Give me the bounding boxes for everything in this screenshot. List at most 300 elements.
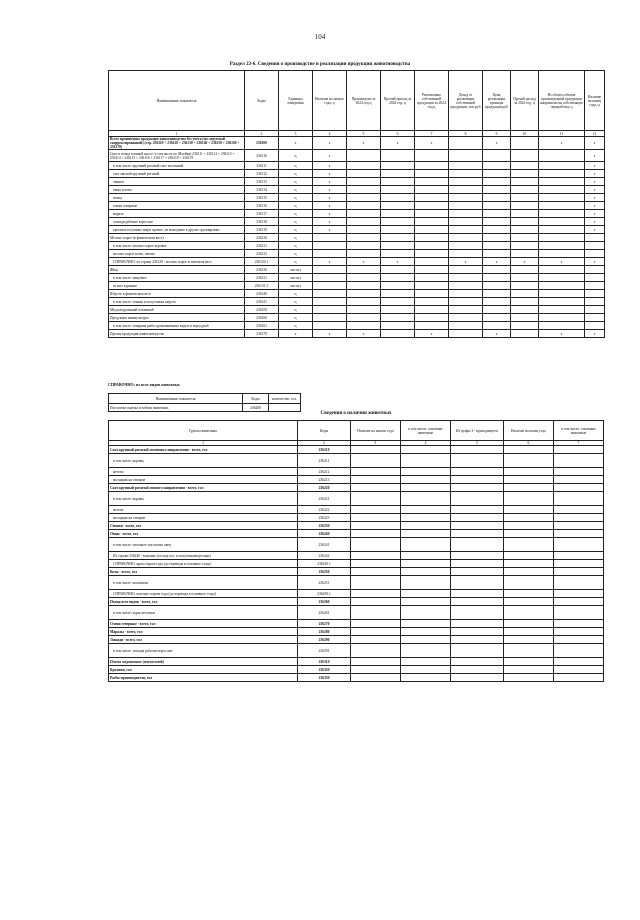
data-cell: х bbox=[347, 330, 381, 338]
data-cell: х bbox=[415, 137, 449, 150]
data-cell: х bbox=[585, 137, 605, 150]
data-cell bbox=[539, 250, 585, 258]
row-code: 236240 bbox=[298, 530, 351, 538]
data-cell bbox=[381, 210, 415, 218]
data-cell bbox=[511, 194, 539, 202]
data-cell bbox=[415, 250, 449, 258]
data-cell bbox=[350, 552, 400, 560]
data-cell bbox=[483, 234, 511, 242]
data-cell bbox=[503, 454, 553, 468]
row-label: Рыбы-производители, гол bbox=[109, 674, 298, 682]
data-cell: х bbox=[313, 170, 347, 178]
data-cell bbox=[449, 150, 483, 162]
data-cell bbox=[511, 282, 539, 290]
data-cell bbox=[350, 538, 400, 552]
data-cell bbox=[483, 186, 511, 194]
row-code: 236160 bbox=[245, 314, 279, 322]
column-number: 2 bbox=[298, 441, 351, 446]
row-label: Овцы - всего, гол bbox=[109, 530, 298, 538]
data-cell bbox=[415, 322, 449, 330]
table-row bbox=[109, 218, 605, 226]
data-cell bbox=[313, 234, 347, 242]
row-code: 236115 bbox=[245, 194, 279, 202]
data-cell: х bbox=[347, 258, 381, 266]
column-header: Наименование показателя bbox=[109, 394, 243, 404]
data-cell: х bbox=[483, 258, 511, 266]
data-cell bbox=[415, 226, 449, 234]
data-cell bbox=[381, 250, 415, 258]
data-cell bbox=[451, 552, 504, 560]
section-title-2: Сведения о наличии животных bbox=[320, 411, 392, 416]
column-number: 10 bbox=[511, 131, 539, 137]
table-row bbox=[109, 446, 604, 454]
data-cell bbox=[553, 552, 603, 560]
data-cell bbox=[511, 314, 539, 322]
row-unit: ц bbox=[279, 210, 313, 218]
data-cell bbox=[400, 568, 450, 576]
row-label: Скот крупный рогатый мясного направления - всего, гол bbox=[109, 484, 298, 492]
data-cell bbox=[503, 560, 553, 568]
row-code: 236270 bbox=[298, 620, 351, 628]
row-unit: ц bbox=[279, 170, 313, 178]
data-cell bbox=[483, 306, 511, 314]
row-code: 236161 bbox=[245, 322, 279, 330]
data-cell bbox=[585, 234, 605, 242]
table-row bbox=[109, 250, 605, 258]
data-cell bbox=[313, 282, 347, 290]
data-cell bbox=[449, 274, 483, 282]
data-cell bbox=[347, 186, 381, 194]
data-cell bbox=[503, 658, 553, 666]
data-cell bbox=[539, 226, 585, 234]
data-cell bbox=[539, 150, 585, 162]
data-cell: х bbox=[585, 186, 605, 194]
data-cell bbox=[539, 266, 585, 274]
row-code: 236230 bbox=[298, 522, 351, 530]
data-cell bbox=[400, 476, 450, 484]
column-header: Единицы измерения bbox=[279, 71, 313, 131]
column-header: Коды bbox=[245, 71, 279, 131]
data-cell bbox=[350, 568, 400, 576]
table-row bbox=[109, 282, 605, 290]
row-code: 236260 bbox=[298, 598, 351, 606]
column-number: 7 bbox=[553, 441, 603, 446]
table-row bbox=[109, 492, 604, 506]
data-cell bbox=[483, 266, 511, 274]
data-cell bbox=[449, 242, 483, 250]
data-cell bbox=[350, 468, 400, 476]
data-cell bbox=[539, 202, 585, 210]
data-cell bbox=[347, 218, 381, 226]
row-code: 236230.1 bbox=[298, 560, 351, 568]
data-cell: х bbox=[483, 137, 511, 150]
data-cell bbox=[539, 274, 585, 282]
row-code: 236119 bbox=[245, 226, 279, 234]
row-label: в том числе: лошади рабочие взрослые bbox=[109, 644, 298, 658]
data-cell bbox=[511, 330, 539, 338]
data-cell bbox=[381, 226, 415, 234]
row-unit: ц bbox=[279, 250, 313, 258]
column-header: Наличие на начало года, ц bbox=[313, 71, 347, 131]
data-cell bbox=[553, 446, 603, 454]
data-cell bbox=[449, 194, 483, 202]
data-cell bbox=[415, 150, 449, 162]
data-cell bbox=[347, 210, 381, 218]
row-unit: ц bbox=[279, 150, 313, 162]
data-cell bbox=[400, 552, 450, 560]
data-cell bbox=[350, 658, 400, 666]
row-code: 236330 bbox=[298, 674, 351, 682]
data-cell bbox=[539, 322, 585, 330]
data-cell bbox=[451, 674, 504, 682]
data-cell bbox=[503, 568, 553, 576]
data-cell bbox=[347, 242, 381, 250]
data-cell: х bbox=[313, 258, 347, 266]
table-row bbox=[109, 568, 604, 576]
row-code: 236250 bbox=[298, 568, 351, 576]
data-cell bbox=[483, 282, 511, 290]
row-code: 236251 bbox=[298, 576, 351, 590]
row-label: скот мясной крупный рогатый bbox=[109, 170, 245, 178]
data-cell bbox=[511, 137, 539, 150]
data-cell bbox=[483, 202, 511, 210]
row-code: 236222 bbox=[298, 506, 351, 514]
row-label: в том числе: крупный рогатый скот молочный bbox=[109, 162, 245, 170]
row-label: молоко сырое козье, овечье bbox=[109, 250, 245, 258]
data-cell bbox=[381, 322, 415, 330]
data-cell bbox=[350, 446, 400, 454]
data-cell bbox=[503, 552, 553, 560]
table-row bbox=[109, 234, 605, 242]
column-number: 2 bbox=[245, 131, 279, 137]
table-header-row bbox=[109, 71, 605, 131]
table-row bbox=[109, 606, 604, 620]
data-cell bbox=[381, 242, 415, 250]
column-number: 1 bbox=[109, 131, 245, 137]
table-row bbox=[109, 454, 604, 468]
data-cell bbox=[585, 314, 605, 322]
data-cell bbox=[381, 194, 415, 202]
data-cell bbox=[503, 522, 553, 530]
data-cell bbox=[347, 290, 381, 298]
data-cell bbox=[553, 666, 603, 674]
data-cell bbox=[381, 150, 415, 162]
data-cell bbox=[415, 210, 449, 218]
column-number: 1 bbox=[109, 441, 298, 446]
data-cell: х bbox=[585, 210, 605, 218]
data-cell bbox=[503, 538, 553, 552]
table-row bbox=[109, 137, 605, 150]
data-cell bbox=[400, 576, 450, 590]
data-cell bbox=[451, 576, 504, 590]
data-cell bbox=[539, 290, 585, 298]
data-cell: х bbox=[585, 218, 605, 226]
row-unit: ц bbox=[279, 218, 313, 226]
data-cell bbox=[451, 628, 504, 636]
table-row bbox=[109, 506, 604, 514]
data-cell bbox=[553, 522, 603, 530]
data-cell: х bbox=[449, 258, 483, 266]
data-cell bbox=[400, 538, 450, 552]
data-cell bbox=[449, 314, 483, 322]
row-unit: х bbox=[279, 137, 313, 150]
livestock-table bbox=[108, 420, 604, 682]
column-number: 9 bbox=[483, 131, 511, 137]
data-cell bbox=[381, 330, 415, 338]
data-cell bbox=[415, 170, 449, 178]
data-cell bbox=[400, 484, 450, 492]
data-cell bbox=[449, 218, 483, 226]
column-header: Из общего объема произведенной продукции направлено на собственную переработку ц bbox=[539, 71, 585, 131]
column-header: количество, гол. bbox=[269, 394, 301, 404]
data-cell bbox=[350, 530, 400, 538]
data-cell bbox=[539, 314, 585, 322]
data-cell bbox=[415, 274, 449, 282]
column-header: Произведено за 2024 год ц bbox=[347, 71, 381, 131]
data-cell bbox=[539, 218, 585, 226]
data-cell bbox=[350, 644, 400, 658]
table-row bbox=[109, 194, 605, 202]
data-cell: х bbox=[585, 162, 605, 170]
data-cell: х bbox=[585, 150, 605, 162]
data-cell bbox=[451, 666, 504, 674]
data-cell bbox=[511, 322, 539, 330]
data-cell bbox=[511, 266, 539, 274]
data-cell bbox=[451, 598, 504, 606]
data-cell bbox=[313, 298, 347, 306]
data-cell bbox=[451, 644, 504, 658]
data-cell bbox=[451, 590, 504, 598]
data-cell bbox=[451, 530, 504, 538]
table-row bbox=[109, 258, 605, 266]
data-cell bbox=[415, 258, 449, 266]
column-header: в том числе: основные животные bbox=[553, 421, 603, 441]
data-cell bbox=[400, 514, 450, 522]
data-cell bbox=[553, 636, 603, 644]
data-cell bbox=[347, 170, 381, 178]
data-cell bbox=[483, 150, 511, 162]
row-label: Кролики, гол bbox=[109, 666, 298, 674]
data-cell bbox=[483, 322, 511, 330]
data-cell bbox=[503, 620, 553, 628]
data-cell bbox=[553, 620, 603, 628]
data-cell bbox=[553, 628, 603, 636]
data-cell: х bbox=[585, 202, 605, 210]
data-cell: х bbox=[313, 162, 347, 170]
data-cell bbox=[400, 446, 450, 454]
data-cell bbox=[553, 560, 603, 568]
table-row bbox=[109, 530, 604, 538]
row-unit: ц bbox=[279, 186, 313, 194]
row-label: Молоко сырое (в физическом весе) bbox=[109, 234, 245, 242]
column-header: Коды bbox=[243, 394, 269, 404]
data-cell bbox=[503, 666, 553, 674]
data-cell bbox=[585, 282, 605, 290]
row-code: 236120 bbox=[245, 234, 279, 242]
data-cell bbox=[350, 674, 400, 682]
data-cell bbox=[381, 202, 415, 210]
data-cell bbox=[483, 162, 511, 170]
table-row bbox=[109, 178, 605, 186]
data-cell bbox=[553, 590, 603, 598]
table-row bbox=[109, 476, 604, 484]
data-cell bbox=[483, 314, 511, 322]
data-cell: х bbox=[415, 330, 449, 338]
row-label: в том числе: пищевые bbox=[109, 274, 245, 282]
data-cell bbox=[451, 514, 504, 522]
data-cell bbox=[350, 560, 400, 568]
data-cell bbox=[585, 298, 605, 306]
section-title: Раздел 23-6. Сведения о производстве и реализации продукции животноводства bbox=[229, 62, 411, 67]
row-code: 236250.1 bbox=[298, 590, 351, 598]
data-cell bbox=[381, 274, 415, 282]
data-cell: х bbox=[585, 178, 605, 186]
data-cell bbox=[347, 298, 381, 306]
data-cell bbox=[347, 194, 381, 202]
row-code: 236223 bbox=[298, 514, 351, 522]
column-header: Прочий приход за 2024 год, ц bbox=[381, 71, 415, 131]
data-cell bbox=[511, 170, 539, 178]
row-code: 236118 bbox=[245, 218, 279, 226]
row-label: овцы и козы bbox=[109, 186, 245, 194]
column-header: Наличие на конец года, ц bbox=[585, 71, 605, 131]
data-cell bbox=[483, 170, 511, 178]
data-cell bbox=[313, 250, 347, 258]
data-cell bbox=[451, 468, 504, 476]
table-header-row bbox=[109, 421, 604, 441]
data-cell bbox=[553, 644, 603, 658]
data-cell bbox=[449, 202, 483, 210]
column-number: 12 bbox=[585, 131, 605, 137]
data-cell bbox=[553, 530, 603, 538]
data-cell bbox=[415, 218, 449, 226]
data-cell bbox=[539, 194, 585, 202]
data-cell bbox=[449, 266, 483, 274]
row-label: свиньи bbox=[109, 178, 245, 186]
data-cell: х bbox=[539, 330, 585, 338]
table-row bbox=[109, 522, 604, 530]
data-cell bbox=[415, 178, 449, 186]
data-cell bbox=[449, 290, 483, 298]
data-cell bbox=[451, 636, 504, 644]
data-cell bbox=[347, 250, 381, 258]
data-cell bbox=[415, 162, 449, 170]
table-row bbox=[109, 560, 604, 568]
data-cell bbox=[503, 514, 553, 522]
data-cell bbox=[400, 674, 450, 682]
data-cell: х bbox=[313, 226, 347, 234]
data-cell bbox=[350, 636, 400, 644]
column-header: Наименование показателя bbox=[109, 71, 245, 131]
row-label: СПРАВОЧНО: из строки 236120 - молоко сырое в зачетном весе bbox=[109, 258, 245, 266]
row-code: 236140 bbox=[245, 290, 279, 298]
production-table bbox=[108, 70, 605, 338]
table-row bbox=[109, 674, 604, 682]
row-label: лошади рабочие взрослые bbox=[109, 218, 245, 226]
column-header: Из графы 3 - приходящееся bbox=[451, 421, 504, 441]
row-code: 236100 bbox=[245, 137, 279, 150]
data-cell bbox=[449, 186, 483, 194]
data-cell bbox=[511, 202, 539, 210]
data-cell bbox=[511, 234, 539, 242]
data-cell bbox=[483, 290, 511, 298]
table-row bbox=[109, 468, 604, 476]
data-cell: х bbox=[585, 330, 605, 338]
data-cell bbox=[381, 162, 415, 170]
table-header-row bbox=[109, 394, 301, 404]
row-code: 236200 bbox=[243, 404, 269, 412]
data-cell bbox=[451, 492, 504, 506]
row-label: Лошади - всего, гол bbox=[109, 636, 298, 644]
data-cell bbox=[451, 454, 504, 468]
data-cell bbox=[415, 306, 449, 314]
data-cell bbox=[347, 322, 381, 330]
data-cell bbox=[350, 590, 400, 598]
data-cell bbox=[400, 620, 450, 628]
data-cell bbox=[400, 560, 450, 568]
row-label: молодняк на откорме bbox=[109, 476, 298, 484]
row-code: 236212 bbox=[298, 468, 351, 476]
data-cell bbox=[415, 202, 449, 210]
data-cell bbox=[381, 282, 415, 290]
data-cell bbox=[381, 234, 415, 242]
row-label: в том числе: маточное поголовье овец bbox=[109, 538, 298, 552]
row-label: в том числе: коровы bbox=[109, 492, 298, 506]
row-unit: ц bbox=[279, 234, 313, 242]
data-cell bbox=[449, 234, 483, 242]
data-cell bbox=[381, 178, 415, 186]
table-row bbox=[109, 314, 605, 322]
data-cell bbox=[400, 590, 450, 598]
row-unit: ц bbox=[279, 298, 313, 306]
data-cell bbox=[553, 492, 603, 506]
table-row bbox=[109, 170, 605, 178]
column-header: Наличие на начало года bbox=[350, 421, 400, 441]
table-row bbox=[109, 514, 604, 522]
data-cell bbox=[585, 250, 605, 258]
row-code: 236117 bbox=[245, 210, 279, 218]
data-cell bbox=[553, 484, 603, 492]
table-row bbox=[109, 576, 604, 590]
column-number: 5 bbox=[347, 131, 381, 137]
data-cell: х bbox=[483, 330, 511, 338]
data-cell bbox=[313, 274, 347, 282]
row-code: 236280 bbox=[298, 628, 351, 636]
row-code: 236130 bbox=[245, 266, 279, 274]
column-header: Наличие на конец года bbox=[503, 421, 553, 441]
data-cell bbox=[350, 620, 400, 628]
data-cell bbox=[347, 234, 381, 242]
row-label: птица bbox=[109, 194, 245, 202]
row-code: 236110 bbox=[245, 150, 279, 162]
data-cell bbox=[381, 218, 415, 226]
data-cell bbox=[449, 170, 483, 178]
data-cell bbox=[539, 162, 585, 170]
data-cell bbox=[381, 186, 415, 194]
data-cell bbox=[449, 282, 483, 290]
data-cell bbox=[449, 226, 483, 234]
data-cell bbox=[449, 298, 483, 306]
data-cell bbox=[511, 150, 539, 162]
data-cell bbox=[415, 282, 449, 290]
data-cell: х bbox=[347, 137, 381, 150]
data-cell bbox=[511, 242, 539, 250]
data-cell bbox=[451, 476, 504, 484]
table-row bbox=[109, 658, 604, 666]
column-header: в том числе: основные животные bbox=[400, 421, 450, 441]
data-cell: х bbox=[313, 150, 347, 162]
row-label: Яйца bbox=[109, 266, 245, 274]
